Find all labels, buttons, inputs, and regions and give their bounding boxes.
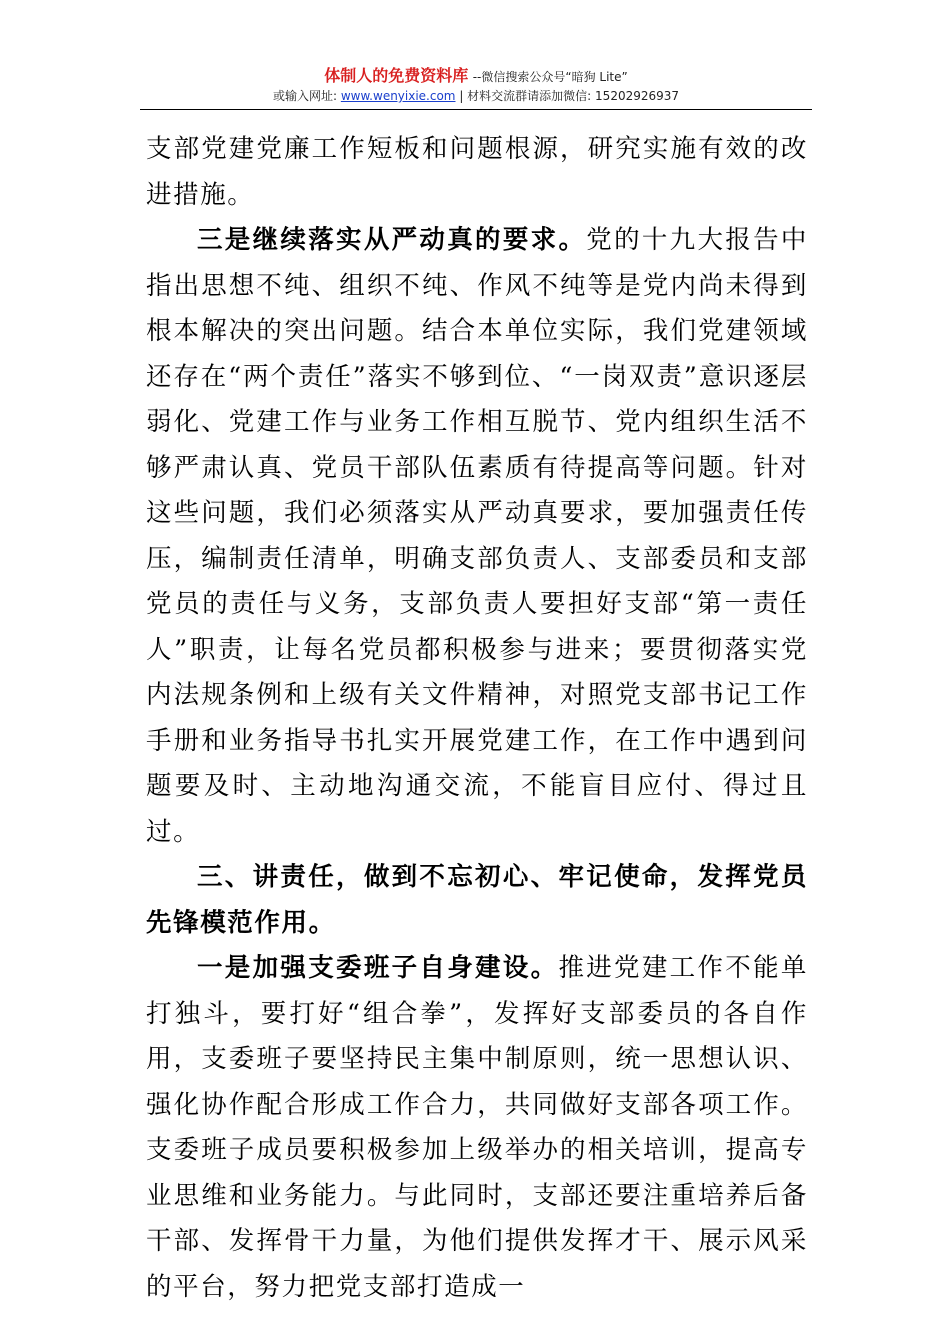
section-heading: 三、讲责任，做到不忘初心、牢记使命，发挥党员先锋模范作用。: [146, 862, 808, 938]
header-title-line: [140, 66, 812, 87]
paragraph-text: 党的十九大报告中指出思想不纯、组织不纯、作风不纯等是党内尚未得到根本解决的突出问题。结合本单位实际，我们党建领域还存在“两个责任”落实不够到位、“一岗双责”意识逐层弱化、党建工作与业务工作相互脱节、党内组织生活不够严肃认真、党员干部队伍素质有待提高等问题。针对这些问题，我们必须落实从严动真要求，要加强责任传压，编制责任清单，明确支部负责人、支部委员和支部党员的责任与义务，支部负责人要担好支部“第一责任人”职责，让每名党员都积极参与进来；要贯彻落实党内法规条例和上级有关文件精神，对照党支部书记工作手册和业务指导书扎实开展党建工作，在工作中遇到问题要及时、主动地沟通交流，不能盲目应付、得过且过。: [146, 225, 808, 847]
header-divider: [140, 109, 812, 110]
paragraph-item-one: [146, 946, 808, 1310]
document-body: [146, 127, 808, 1310]
paragraph-continuation: 支部党建党廉工作短板和问题根源，研究实施有效的改进措施。: [146, 134, 808, 210]
paragraph-item-three: [146, 218, 808, 855]
paragraph-lead: 三是继续落实从严动真的要求。: [197, 225, 587, 255]
header-url-line: [140, 87, 812, 105]
paragraph-text: 推进党建工作不能单打独斗，要打好“组合拳”，发挥好支部委员的各自作用，支委班子要坚持民主集中制原则，统一思想认识、强化协作配合形成工作合力，共同做好支部各项工作。支委班子成员要积极参加上级举办的相关培训，提高专业思维和业务能力。与此同时，支部还要注重培养后备干部、发挥骨干力量，为他们提供发挥才干、展示风采的平台，努力把党支部打造成一: [146, 953, 808, 1302]
header-contact: | 材料交流群请添加微信: 15202926937: [459, 89, 680, 103]
header-title: 体制人的免费资料库: [324, 66, 469, 85]
paragraph-lead: 一是加强支委班子自身建设。: [197, 953, 559, 983]
header-subtitle: --微信搜索公众号“暗狗 Lite”: [472, 70, 628, 84]
header-url-prefix: 或输入网址:: [272, 89, 338, 103]
page-header: [140, 66, 812, 105]
header-url-link[interactable]: www.wenyixie.com: [340, 89, 456, 103]
